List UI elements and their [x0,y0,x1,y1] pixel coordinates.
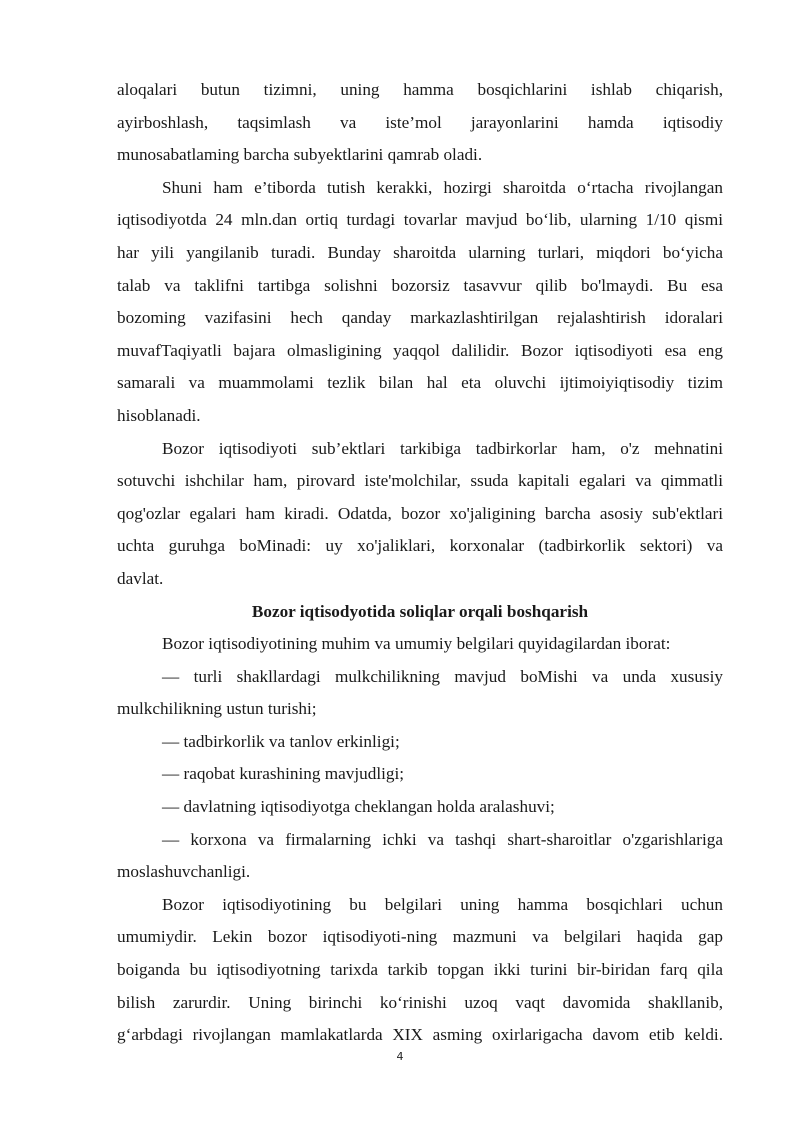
text-line: iqtisodiyotda 24 mln.dan ortiq turdagi tovarlar mavjud bo‘lib, ularning 1/10 qismi [117,210,723,230]
text-line: — raqobat kurashining mavjudligi; [162,764,405,784]
document-body [117,74,723,1052]
text-line: g‘arbdagi rivojlangan mamlakatlarda XIX asming oxirlarigacha davom etib keldi. [117,1025,723,1045]
text-line: umumiydir. Lekin bozor iqtisodiyoti-ning mazmuni va belgilari haqida gap [117,927,723,947]
text-line: davlat. [117,568,164,588]
text-line: talab va taklifni tartibga solishni bozorsiz tasavvur qilib bo'lmaydi. Bu esa [117,275,723,295]
text-line: bilish zarurdir. Uning birinchi ko‘rinishi uzoq vaqt davomida shakllanib, [117,992,723,1012]
text-line: moslashuvchanligi. [117,862,251,882]
text-line: Bozor iqtisodiyotining muhim va umumiy belgilari quyidagilardan iborat: [162,634,671,654]
text-line: ayirboshlash, taqsimlash va iste’mol jarayonlarini hamda iqtisodiy [117,112,723,132]
text-line: hisoblanadi. [117,405,201,425]
text-line: Shuni ham e’tiborda tutish kerakki, hozirgi sharoitda o‘rtacha rivojlangan [162,177,723,197]
text-line: muvafTaqiyatli bajara olmasligining yaqqol dalilidir. Bozor iqtisodiyoti esa eng [117,340,723,360]
text-line: mulkchilikning ustun turishi; [117,699,317,719]
text-line: bozoming vazifasini hech qanday markazlashtirilgan rejalashtirish idoralari [117,308,723,328]
text-line: Bozor iqtisodiyotining bu belgilari uning hamma bosqichlari uchun [162,894,723,914]
text-line: qog'ozlar egalari ham kiradi. Odatda, bozor xo'jaligining barcha asosiy sub'ektlari [117,503,723,523]
page-number: 4 [396,1050,404,1063]
text-line: — davlatning iqtisodiyotga cheklangan holda aralashuvi; [162,797,555,817]
text-line: Bozor iqtisodiyoti sub’ektlari tarkibiga tadbirkorlar ham, o'z mehnatini [162,438,723,458]
text-line: munosabatlaming barcha subyektlarini qamrab oladi. [117,145,483,165]
text-line: samarali va muammolami tezlik bilan hal eta oluvchi ijtimoiyiqtisodiy tizim [117,373,723,393]
text-line: uchta guruhga boMinadi: uy xo'jaliklari, korxonalar (tadbirkorlik sektori) va [117,536,723,556]
section-heading: Bozor iqtisodyotida soliqlar orqali boshqarish [251,601,589,621]
text-line: sotuvchi ishchilar ham, pirovard iste'molchilar, ssuda kapitali egalari va qimmatli [117,471,723,491]
text-line: — tadbirkorlik va tanlov erkinligi; [162,731,400,751]
text-line: aloqalari butun tizimni, uning hamma bosqichlarini ishlab chiqarish, [117,80,723,99]
text-line: boiganda bu iqtisodiyotning tarixda tarkib topgan ikki turini bir-biridan farq qila [117,960,723,980]
text-line: — turli shakllardagi mulkchilikning mavjud boMishi va unda xususiy [162,666,723,686]
text-line: — korxona va firmalarning ichki va tashqi shart-sharoitlar o'zgarishlariga [162,829,723,849]
text-line: har yili yangilanib turadi. Bunday sharoitda ularning turlari, miqdori bo‘yicha [117,242,723,262]
